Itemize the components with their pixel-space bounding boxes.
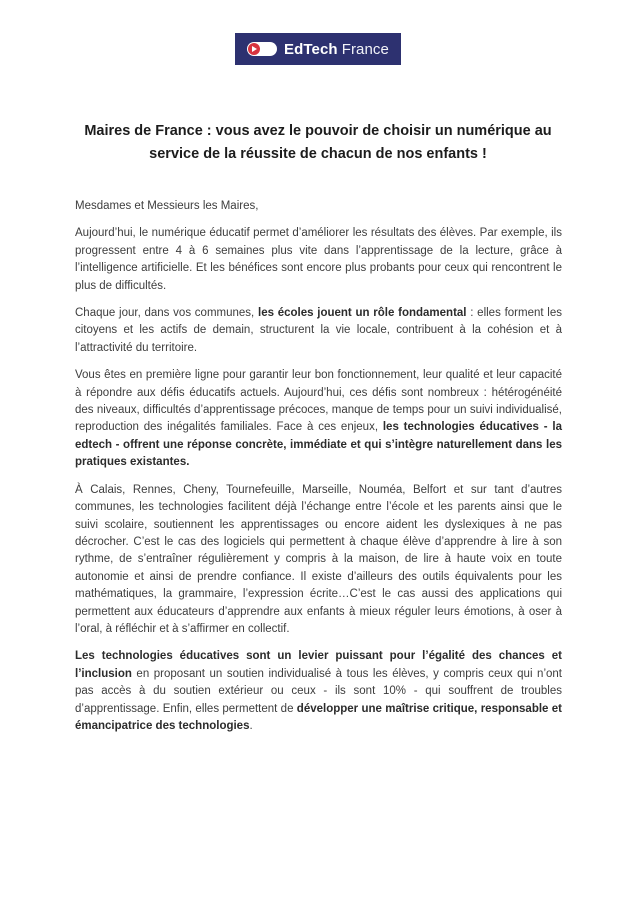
- logo-brand-bold: EdTech: [284, 40, 338, 58]
- logo-bar: [0, 0, 636, 65]
- title-line-1: Maires de France : vous avez le pouvoir de choisir un numérique au: [84, 123, 552, 139]
- paragraph-challenges: Vous êtes en première ligne pour garantir leur bon fonctionnement, leur qualité et leur capacité à répondre aux défis éducatifs actuels. Aujourd’hui, ces défis sont nombreux : hétérogénéité des niveaux, difficultés d’apprentissage précoces, manque de temps pour un suivi individualisé, reproduction des inégalités familiales. Face à ces enjeux, les technologies éducatives - la edtech - offrent une réponse concrète, immédiate et qui s’intègre naturellement dans les pratiques existantes.: [75, 369, 563, 469]
- paragraph-schools-role: Chaque jour, dans vos communes, les écoles jouent un rôle fondamental : elles forment les citoyens et les actifs de demain, structurent la vie locale, contribuent à la cohésion et à l’attractivité du territoire.: [75, 307, 562, 354]
- logo-toggle-shape: [247, 42, 277, 56]
- logo-wordmark: [284, 42, 389, 57]
- letter-body: [75, 198, 562, 735]
- paragraph-equality: Les technologies éducatives sont un levier puissant pour l’égalité des chances et l’inclusion en proposant un soutien individualisé à tous les élèves, y compris ceux qui n’ont pas accès à du soutien extérieur ou ceux - ils sont 10% - qui souffrent de troubles d’apprentissage. Enfin, elles permettent de développer une maîtrise critique, responsable et émancipatrice des technologies.: [75, 650, 562, 732]
- play-icon: [248, 43, 260, 55]
- paragraph-results: Aujourd’hui, le numérique éducatif permet d’améliorer les résultats des élèves. Par exemple, ils progressent entre 4 à 6 semaines plus vite dans l’apprentissage de la lecture, grâce à l’intelligence artificielle. Et les bénéfices sont encore plus probants pour ceux qui rencontrent le plus de difficultés.: [75, 227, 562, 292]
- letter-title: [0, 120, 636, 166]
- salutation: Mesdames et Messieurs les Maires,: [75, 200, 259, 212]
- title-line-2: service de la réussite de chacun de nos enfants !: [149, 146, 487, 162]
- play-triangle-icon: [252, 46, 257, 52]
- edtech-france-logo: [235, 33, 401, 65]
- paragraph-examples: À Calais, Rennes, Cheny, Tournefeuille, Marseille, Nouméa, Belfort et sur tant d’autres communes, les technologies facilitent déjà l’échange entre l’école et les parents ainsi que le suivi scolaire, soutiennent les apprentissages ou encore aident les dyslexiques à ne pas décrocher. C’est le cas des logiciels qui permettent à chaque élève d’apprendre à lire à son rythme, de s’entraîner régulièrement y compris à la maison, de lire à haute voix en toute autonomie et ainsi de prendre confiance. Il existe d’ailleurs des outils équivalents pour les mathématiques, la grammaire, l’expression écrite…C’est le cas aussi des applications qui permettent aux éducateurs d’apprendre aux enfants à mieux réguler leurs émotions, à oser à l’oral, à réfléchir et à s’affirmer en collectif.: [75, 483, 562, 635]
- logo-brand-regular: France: [341, 40, 389, 58]
